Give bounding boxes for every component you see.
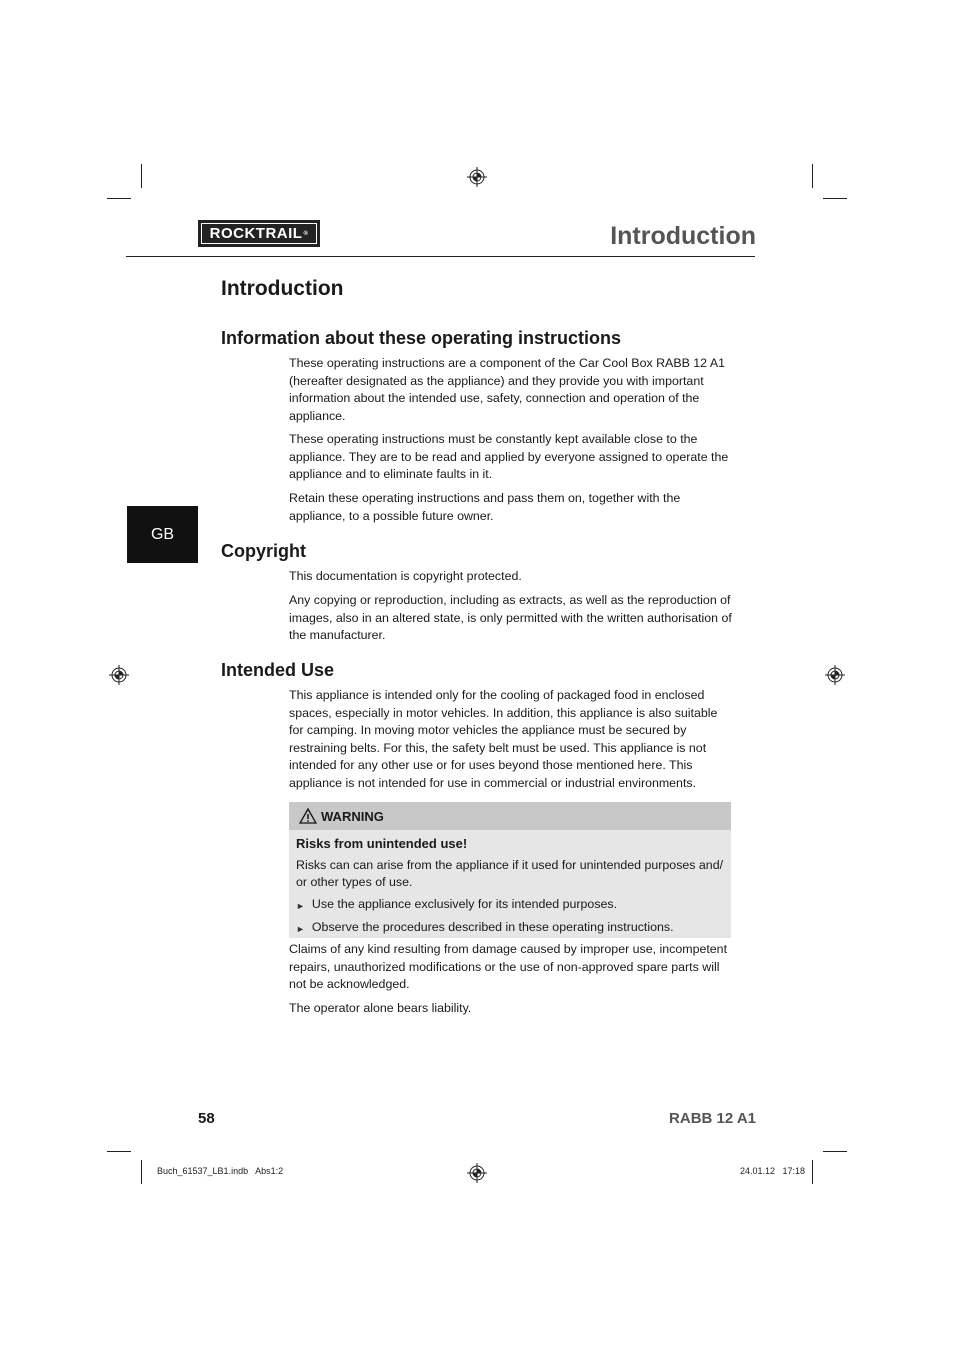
section-heading: Intended Use xyxy=(221,660,335,680)
registration-mark-icon xyxy=(825,665,845,685)
brand-name: ROCKTRAIL xyxy=(209,225,303,242)
bullet-arrow-icon: ► xyxy=(296,900,305,911)
crop-mark xyxy=(812,1160,813,1184)
crop-mark xyxy=(107,198,131,199)
paragraph: Retain these operating instructions and pass them on, together with the appliance, to a possible future owner. xyxy=(289,491,681,523)
page-title: Introduction xyxy=(221,277,344,300)
crop-mark xyxy=(823,198,847,199)
model-name: RABB 12 A1 xyxy=(669,1110,756,1127)
paragraph: Claims of any kind resulting from damage caused by improper use, incompetent repairs, unauthorized modifications or the use of non-approved spare parts will not be acknowledged. xyxy=(289,942,728,991)
print-slug-left: Buch_61537_LB1.indb Abs1:2 xyxy=(157,1166,284,1176)
section-heading: Copyright xyxy=(221,541,306,561)
list-item-text: Observe the procedures described in these operating instructions. xyxy=(311,920,674,934)
list-item-text: Use the appliance exclusively for its intended purposes. xyxy=(311,896,618,911)
paragraph: The operator alone bears liability. xyxy=(289,1001,472,1015)
brand-mark: ® xyxy=(303,230,309,237)
crop-mark xyxy=(823,1151,847,1152)
warning-subtitle: Risks from unintended use! xyxy=(296,836,468,851)
brand-logo xyxy=(198,220,320,247)
paragraph: These operating instructions are a component of the Car Cool Box RABB 12 A1 (hereafter designated as the appliance) and they provide you with important information about the intended use, safety, connection and operation of the appliance. xyxy=(289,356,725,423)
warning-box xyxy=(289,802,731,938)
page-number: 58 xyxy=(198,1110,215,1127)
warning-text: Risks can can arise from the appliance if it used for unintended purposes and/ or other types of use. xyxy=(296,857,724,889)
print-slug-right: 24.01.12 17:18 xyxy=(739,1166,805,1176)
paragraph: This appliance is intended only for the cooling of packaged food in enclosed spaces, especially in motor vehicles. In addition, this appliance is also suitable for camping. In moving motor vehicles the appliance must be secured by restraining belts. For this, the safety belt must be used. This appliance is not intended for any other use or for uses beyond those mentioned here. This appliance is not intended for use in commercial or industrial environments. xyxy=(289,688,718,790)
language-tab: GB xyxy=(127,506,198,563)
registration-mark-icon xyxy=(467,1163,487,1183)
warning-triangle-icon xyxy=(299,808,317,824)
registration-mark-icon xyxy=(467,167,487,187)
section-heading: Information about these operating instructions xyxy=(221,328,622,348)
running-header-title: Introduction xyxy=(610,222,756,250)
list-item xyxy=(296,919,724,939)
warning-list xyxy=(296,896,724,939)
paragraph: This documentation is copyright protected. xyxy=(289,569,522,583)
paragraph: These operating instructions must be constantly kept available close to the appliance. They are to be read and applied by everyone assigned to operate the appliance and to eliminate faults in it. xyxy=(289,432,729,481)
list-item xyxy=(296,896,724,916)
crop-mark xyxy=(107,1151,131,1152)
paragraph: Any copying or reproduction, including as extracts, as well as the reproduction of images, also in an altered state, is only permitted with the written authorisation of the manufacturer. xyxy=(289,593,732,642)
crop-mark xyxy=(141,1160,142,1184)
header-rule xyxy=(126,256,755,257)
registration-mark-icon xyxy=(109,665,129,685)
crop-mark xyxy=(141,164,142,188)
bullet-arrow-icon: ► xyxy=(296,924,305,934)
warning-header xyxy=(289,802,731,830)
warning-label: WARNING xyxy=(321,808,384,824)
crop-mark xyxy=(812,164,813,188)
